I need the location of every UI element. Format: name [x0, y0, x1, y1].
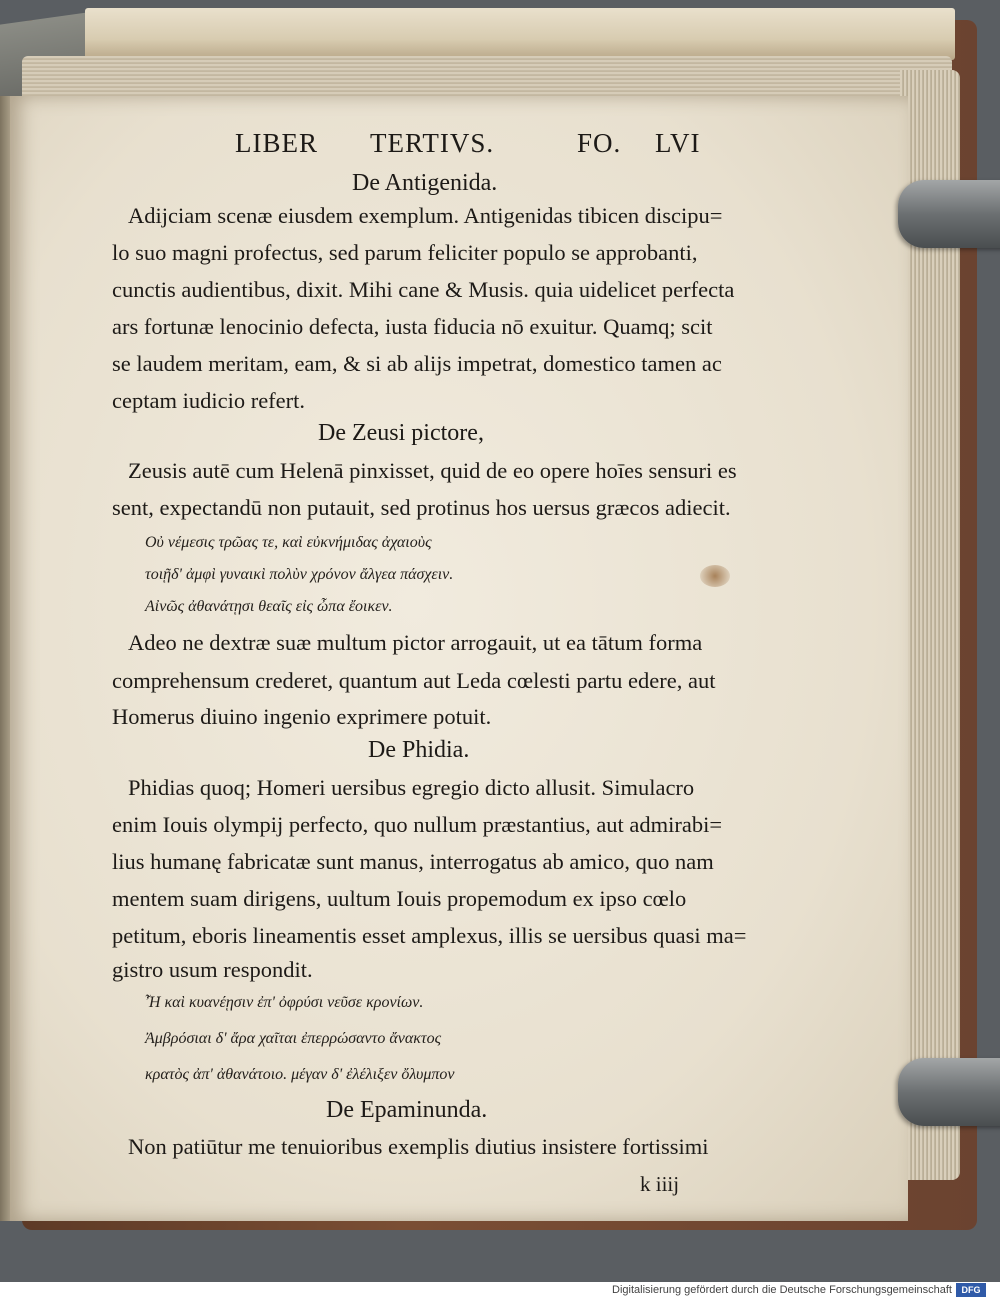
text-line: Adeo ne dextræ suæ multum pictor arrogauit, ut ea tātum forma: [128, 630, 703, 655]
text-line: mentem suam dirigens, uultum Iouis propemodum ex ipso cœlo: [112, 886, 687, 911]
text-line: sent, expectandū non putauit, sed protinus hos uersus græcos adiecit.: [112, 495, 731, 520]
text-line: lius humanę fabricatæ sunt manus, interrogatus ab amico, quo nam: [112, 849, 714, 874]
page-clamp-top: [898, 180, 1000, 248]
section-title: De Zeusi pictore,: [318, 420, 484, 446]
section-title: De Antigenida.: [352, 170, 498, 196]
page-clamp-bottom: [898, 1058, 1000, 1126]
text-line: Homerus diuino ingenio exprimere potuit.: [112, 704, 492, 729]
text-line: Adijciam scenæ eiusdem exemplum. Antigenidas tibicen discipu=: [128, 203, 723, 228]
header-liber: LIBER: [235, 128, 318, 158]
page-stain: [700, 565, 730, 587]
text-line: petitum, eboris lineamentis esset amplexus, illis se uersibus quasi ma=: [112, 923, 747, 948]
greek-verse: Ἦ καὶ κυανέῃσιν ἐπ' ὀφρύσι νεῦσε κρονίων.: [145, 994, 424, 1011]
text-line: lo suo magni profectus, sed parum feliciter populo se approbanti,: [112, 240, 698, 265]
greek-verse: κρατὸς ἀπ' ἀθανάτοιο. μέγαν δ' ἐλέλιξεν ὄλυμπον: [145, 1066, 455, 1083]
text-line: Phidias quoq; Homeri uersibus egregio dicto allusit. Simulacro: [128, 775, 695, 800]
text-line: Non patiūtur me tenuioribus exemplis diutius insistere fortissimi: [128, 1134, 709, 1159]
text-line: se laudem meritam, eam, & si ab alijs impetrat, domestico tamen ac: [112, 351, 722, 376]
text-line: gistro usum respondit.: [112, 957, 313, 982]
text-line: comprehensum crederet, quantum aut Leda cœlesti partu edere, aut: [112, 668, 716, 693]
header-folio-number: LVI: [655, 128, 701, 158]
text-line: cunctis audientibus, dixit. Mihi cane & Musis. quia uidelicet perfecta: [112, 277, 735, 302]
section-title: De Phidia.: [368, 737, 470, 763]
dfg-logo: DFG: [956, 1283, 986, 1297]
greek-verse: Αἰνῶς ἀθανάτῃσι θεαῖς εἰς ὦπα ἔοικεν.: [145, 598, 393, 615]
header-folio-label: FO.: [577, 128, 622, 158]
text-line: Zeusis autē cum Helenā pinxisset, quid de eo opere hoīes sensuri es: [128, 458, 737, 483]
signature-mark: k iiij: [640, 1172, 680, 1196]
section-title: De Epaminunda.: [326, 1097, 488, 1123]
text-line: ars fortunæ lenocinio defecta, iusta fiducia nō exuitur. Quamq; scit: [112, 314, 713, 339]
greek-verse: Ἀμβρόσιαι δ' ἄρα χαῖται ἐπερρώσαντο ἄνακτος: [145, 1030, 442, 1047]
header-tertius: TERTIVS.: [370, 128, 495, 158]
book-headband: [85, 8, 955, 60]
greek-verse: Οὐ νέμεσις τρῶας τε, καὶ εὐκνήμιδας ἀχαιοὺς: [145, 534, 432, 551]
text-line: ceptam iudicio refert.: [112, 388, 306, 413]
footer-credit: Digitalisierung gefördert durch die Deutsche Forschungsgemeinschaft: [612, 1284, 952, 1296]
greek-verse: τοιῇδ' ἀμφὶ γυναικὶ πολὺν χρόνον ἄλγεα πάσχειν.: [145, 566, 454, 583]
text-line: enim Iouis olympij perfecto, quo nullum præstantius, aut admirabi=: [112, 812, 723, 837]
